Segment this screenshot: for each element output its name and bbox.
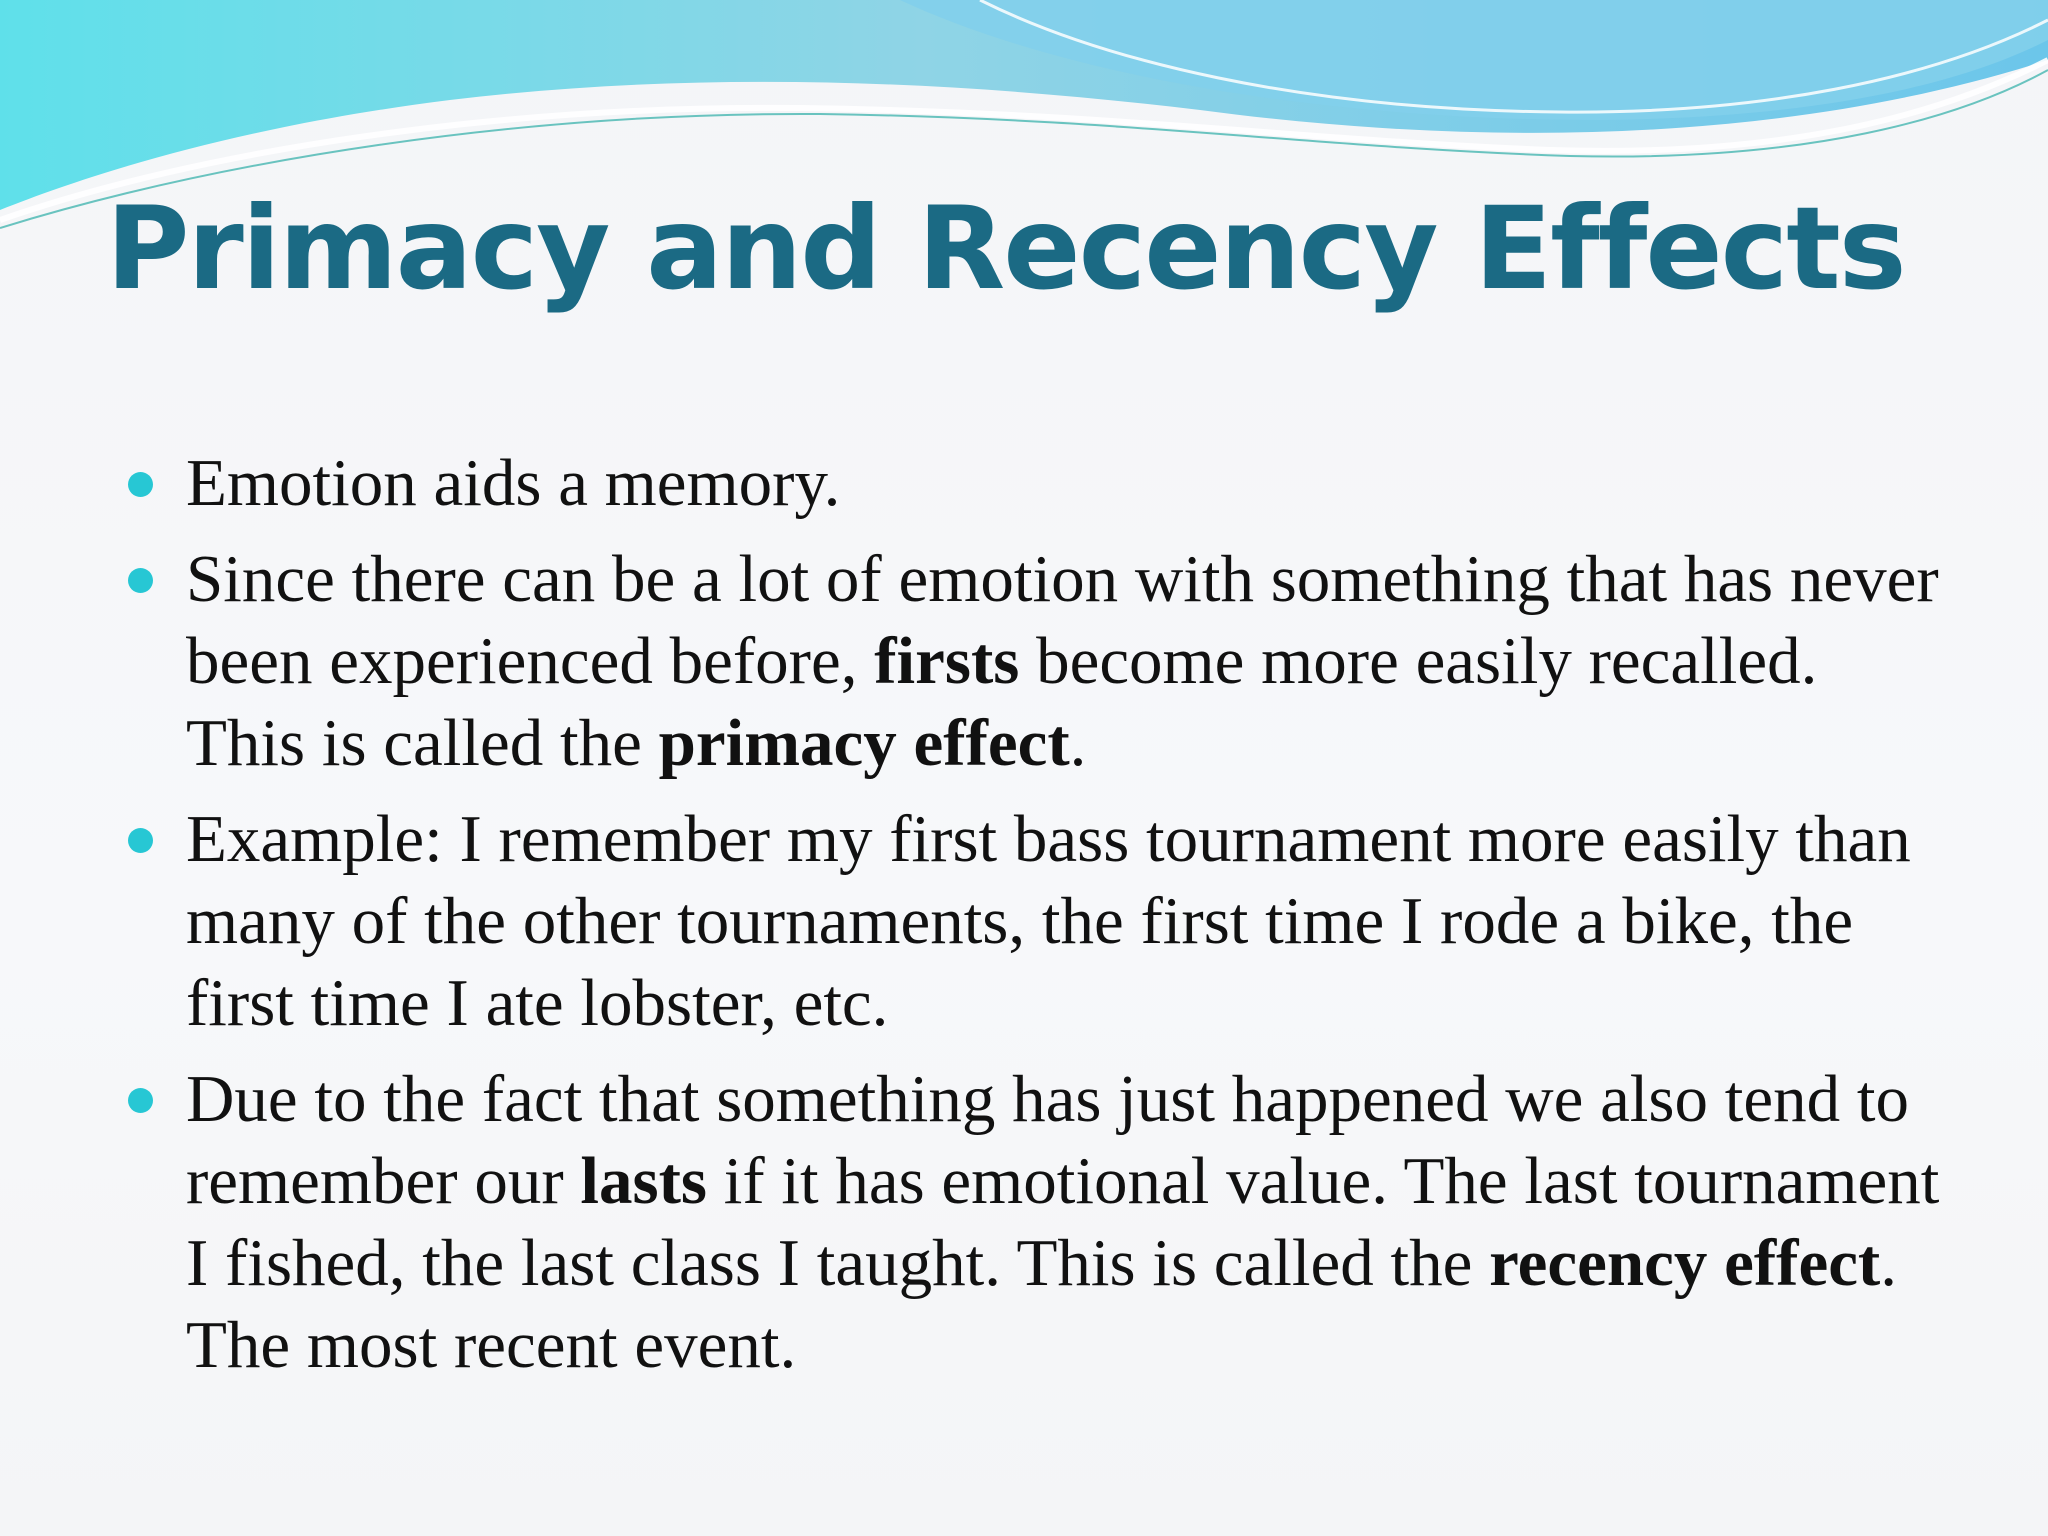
slide-title: Primacy and Recency Effects: [106, 182, 1905, 315]
bullet-text: [186, 1062, 1939, 1382]
bullet-item: [128, 538, 1948, 784]
bullet-segment: . The most recent event.: [186, 1226, 1897, 1382]
bullet-text: [186, 446, 840, 520]
bullet-dot-icon: [128, 568, 153, 593]
bullet-segment: .: [1069, 706, 1087, 780]
bullet-segment: Example: I remember my first bass tournament more easily than many of the other tournaments, the first time I rode a bike, the first time I ate lobster, etc.: [186, 802, 1911, 1040]
bold-term: recency effect: [1489, 1226, 1881, 1300]
bold-term: primacy effect: [658, 706, 1070, 780]
bullet-dot-icon: [128, 828, 153, 853]
bullet-text: [186, 802, 1911, 1040]
bold-term: firsts: [874, 624, 1020, 698]
bullet-segment: Since there can be a lot of emotion with something that has never been experienced before,: [186, 542, 1939, 698]
bullet-item: [128, 442, 1948, 524]
bullet-segment: Emotion aids a memory.: [186, 446, 841, 520]
bullet-text: [186, 542, 1939, 780]
bullet-dot-icon: [128, 1088, 153, 1113]
bullet-list: [128, 442, 1948, 1400]
bullet-segment: become more easily recalled. This is called the: [186, 624, 1818, 780]
bold-term: lasts: [580, 1144, 707, 1218]
bullet-item: [128, 798, 1948, 1044]
bullet-dot-icon: [128, 472, 153, 497]
bullet-segment: Due to the fact that something has just happened we also tend to remember our: [186, 1062, 1909, 1218]
bullet-segment: if it has emotional value. The last tournament I fished, the last class I taught. This is called the: [186, 1144, 1940, 1300]
bullet-item: [128, 1058, 1948, 1386]
